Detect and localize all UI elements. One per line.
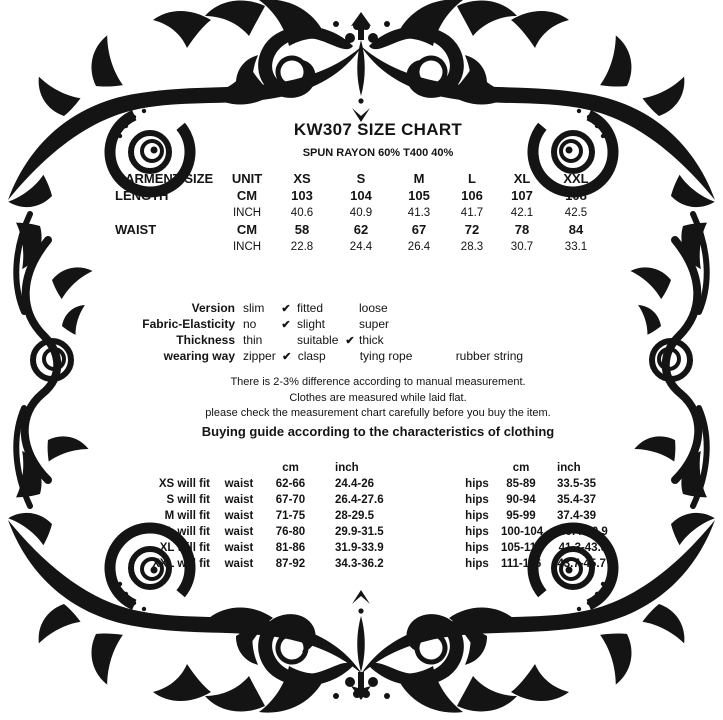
- fit-cell: waist: [224, 542, 254, 554]
- attribute-option: rubber string: [455, 349, 524, 363]
- attribute-option: slim: [243, 301, 265, 315]
- fit-cell: waist: [224, 526, 254, 538]
- left-edge-vine: [25, 240, 93, 480]
- size-table-row-length-cm: [95, 187, 661, 204]
- fit-table-row-xl: [95, 540, 661, 556]
- fit-table-row-m: [95, 508, 661, 524]
- size-cell: INCH: [232, 240, 262, 253]
- fit-cell: 28-29.5: [335, 510, 375, 522]
- size-cell: 108: [565, 188, 587, 203]
- fit-cell: hips: [465, 558, 489, 570]
- attribute-row-thickness: [95, 332, 661, 348]
- fit-cell: 81-86: [275, 542, 306, 554]
- attribute-row-wearing-way: [95, 348, 661, 364]
- garment-size-table: [95, 170, 661, 255]
- size-cell: 62: [353, 222, 369, 237]
- fit-cell: waist: [224, 494, 254, 506]
- fit-cell: 37.4-39: [557, 510, 597, 522]
- attribute-option: suitable: [297, 333, 339, 347]
- fit-cell: XL will fit: [159, 542, 210, 554]
- check-icon: ✔: [282, 350, 292, 363]
- size-table-row-waist-inch: [95, 238, 661, 255]
- fit-cell: 105-110: [501, 542, 543, 554]
- size-cell: 72: [464, 222, 480, 237]
- page-title: KW307 SIZE CHART: [293, 120, 463, 139]
- attribute-option: thick: [359, 333, 384, 347]
- top-center-ornament: [153, 0, 569, 122]
- bottom-center-ornament: [153, 590, 569, 713]
- fit-cell: 43.7-45.7: [557, 558, 606, 570]
- fit-table-row-xxl: [95, 556, 661, 572]
- check-icon: ✔: [281, 302, 291, 315]
- fit-cell: 31.9-33.9: [335, 542, 384, 554]
- check-icon: ✔: [345, 334, 355, 347]
- fit-cell: 26.4-27.6: [335, 494, 384, 506]
- fit-cell: 33.5-35: [557, 478, 597, 490]
- size-cell: 33.1: [564, 240, 588, 253]
- attribute-option: no: [243, 317, 257, 331]
- attribute-option: thin: [243, 333, 263, 347]
- size-cell: 22.8: [290, 240, 314, 253]
- fit-cell: hips: [465, 526, 489, 538]
- size-cell: 30.7: [510, 240, 534, 253]
- fit-table: [95, 460, 661, 572]
- fit-cell: 24.4-26: [335, 478, 375, 490]
- size-cell: WAIST: [115, 222, 157, 237]
- attribute-label: wearing way: [163, 349, 235, 363]
- fit-cell: S will fit: [166, 494, 210, 506]
- characteristics-table: [95, 300, 661, 364]
- size-cell: LENGTH: [115, 188, 169, 203]
- measurement-notes: [95, 375, 661, 422]
- size-cell: 41.3: [407, 206, 431, 219]
- size-cell: 26.4: [407, 240, 431, 253]
- fit-cell: 34.3-36.2: [335, 558, 384, 570]
- fit-cell: XXL will fit: [152, 558, 210, 570]
- note-line: Clothes are measured while laid flat.: [289, 391, 467, 404]
- size-header-cell: M: [413, 171, 425, 186]
- fit-cell: hips: [465, 542, 489, 554]
- fit-cell: 62-66: [275, 478, 306, 490]
- fit-cell: 35.4-37: [557, 494, 597, 506]
- fit-cell: hips: [465, 478, 489, 490]
- size-header-cell: L: [468, 171, 476, 186]
- size-cell: 103: [291, 188, 313, 203]
- attribute-label: Fabric-Elasticity: [142, 317, 235, 331]
- size-cell: 42.5: [564, 206, 588, 219]
- fit-cell: 87-92: [275, 558, 306, 570]
- size-cell: 28.3: [460, 240, 484, 253]
- fit-cell: 100-104: [501, 526, 544, 538]
- fit-cell: XS will fit: [158, 478, 210, 490]
- buying-guide-heading: Buying guide according to the characteristics of clothing: [201, 424, 555, 439]
- fit-cell: L will fit: [167, 526, 210, 538]
- attribute-option: fitted: [297, 301, 324, 315]
- size-cell: 78: [514, 222, 530, 237]
- fit-table-header-row: [95, 460, 661, 476]
- size-cell: CM: [236, 222, 258, 237]
- size-cell: 40.9: [349, 206, 373, 219]
- size-header-cell: XXL: [563, 171, 589, 186]
- attribute-option: super: [359, 317, 390, 331]
- note-line: There is 2-3% difference according to manual measurement.: [230, 376, 526, 388]
- fit-cell: 39.4-40.9: [559, 526, 608, 538]
- chart-content: [95, 120, 661, 600]
- attribute-option: clasp: [297, 349, 326, 363]
- fit-cell: M will fit: [164, 510, 210, 522]
- fit-cell: 90-94: [506, 494, 536, 506]
- fit-cell: 67-70: [275, 494, 306, 506]
- size-header-cell: XS: [293, 171, 311, 186]
- fit-cell: 95-99: [506, 510, 536, 522]
- size-header-cell: GARMENT SIZE: [115, 171, 214, 186]
- fit-cell: 41.3-43.3: [558, 542, 608, 554]
- size-table-row-length-inch: [95, 204, 661, 221]
- size-cell: 42.1: [510, 206, 534, 219]
- size-cell: 105: [408, 188, 430, 203]
- fit-table-row-l: [95, 524, 661, 540]
- size-cell: 58: [294, 222, 310, 237]
- fit-cell: 29.9-31.5: [335, 526, 384, 538]
- attribute-option: loose: [359, 301, 388, 315]
- fit-cell: hips: [465, 494, 489, 506]
- fit-header-cell: inch: [557, 462, 581, 474]
- fit-cell: waist: [224, 510, 254, 522]
- attribute-label: Thickness: [176, 333, 235, 347]
- fit-cell: waist: [224, 558, 254, 570]
- size-header-cell: S: [356, 171, 366, 186]
- check-icon: ✔: [281, 318, 291, 331]
- fit-cell: 71-75: [275, 510, 306, 522]
- fit-table-row-s: [95, 492, 661, 508]
- size-cell: 84: [568, 222, 584, 237]
- fabric-composition: SPUN RAYON 60% T400 40%: [302, 147, 454, 159]
- attribute-option: tying rope: [359, 349, 413, 363]
- fit-header-cell: cm: [282, 462, 299, 474]
- size-cell: INCH: [232, 206, 262, 219]
- attribute-option: slight: [297, 317, 326, 331]
- fit-cell: 85-89: [506, 478, 536, 490]
- size-cell: 67: [411, 222, 427, 237]
- note-line: please check the measurement chart carefully before you buy the item.: [205, 407, 551, 419]
- size-cell: 40.6: [290, 206, 314, 219]
- size-cell: 41.7: [460, 206, 484, 219]
- fit-cell: waist: [224, 478, 254, 490]
- attribute-row-version: [95, 300, 661, 316]
- size-cell: 104: [350, 188, 372, 203]
- fit-table-row-xs: [95, 476, 661, 492]
- size-header-cell: UNIT: [231, 171, 263, 186]
- fit-header-cell: inch: [335, 462, 359, 474]
- size-cell: 107: [511, 188, 533, 203]
- fit-header-cell: cm: [512, 462, 530, 474]
- fit-cell: 111-116: [501, 558, 542, 570]
- size-table-row-waist-cm: [95, 221, 661, 238]
- fit-cell: hips: [465, 510, 489, 522]
- size-cell: CM: [236, 188, 258, 203]
- size-header-cell: XL: [513, 171, 531, 186]
- attribute-row-elasticity: [95, 316, 661, 332]
- size-cell: 24.4: [349, 240, 373, 253]
- fit-cell: 76-80: [275, 526, 306, 538]
- size-cell: 106: [461, 188, 483, 203]
- size-table-header-row: [95, 170, 661, 187]
- attribute-option: zipper: [243, 349, 276, 363]
- attribute-label: Version: [191, 301, 235, 315]
